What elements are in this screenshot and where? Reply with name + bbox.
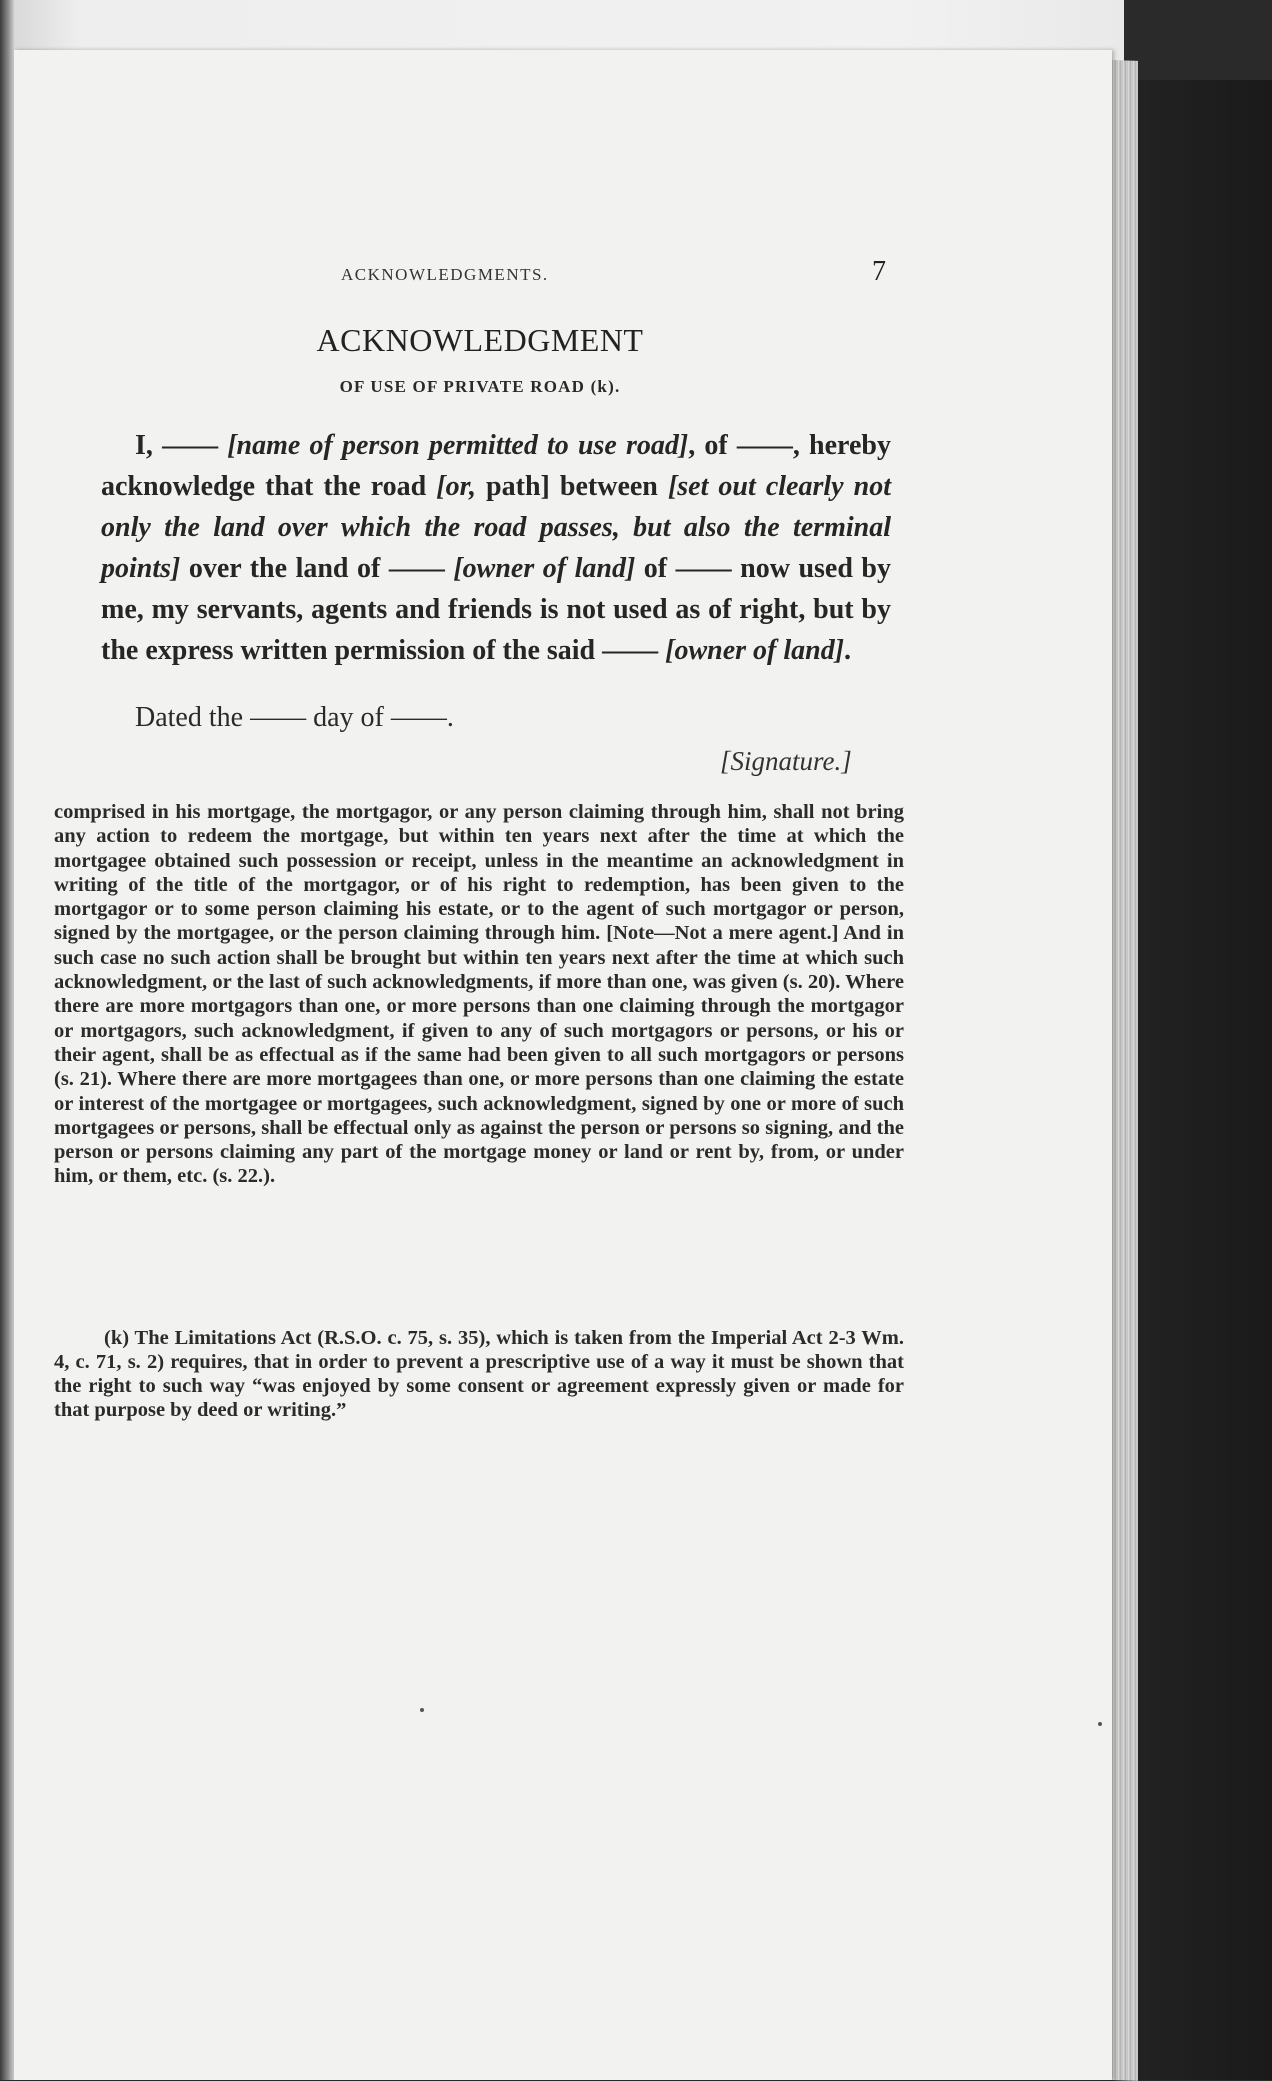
- form-body: [101, 425, 891, 671]
- text-run: path] between: [475, 471, 668, 502]
- italic-run: [name of person permitted to use road]: [227, 430, 689, 461]
- dated-line: Dated the —— day of ——.: [135, 702, 454, 733]
- italic-run: [owner of land]: [665, 635, 845, 666]
- italic-run: [or,: [436, 471, 476, 502]
- text-run: , of ——, hereby acknowledge that the road: [101, 430, 891, 502]
- text-run: I, ——: [135, 430, 228, 461]
- signature-placeholder: [Signature.]: [720, 746, 852, 776]
- scan-speck: [420, 1708, 424, 1712]
- text-run: .: [844, 635, 852, 666]
- page-number: 7: [872, 256, 886, 287]
- scan-right-background: [1138, 80, 1272, 2080]
- text-run: over the land of ——: [180, 553, 454, 584]
- book-page-edges: [1112, 60, 1138, 2081]
- footnote-continued: [54, 800, 904, 1189]
- footnote-text: comprised in his mortgage, the mortgagor, or any person claiming through him, shall not bring any action to redeem the mortgage, but within ten years next after the time at which the mortgagee obtained such possession or receipt, unless in the meantime an acknowledgment in writing of the title of the mortgagor, or of his right to redemption, has been given to the mortgagor or to some person claiming his estate, or to the agent of such mortgagor or person, signed by the mortgagee, or the person claiming through him. [Note—Not a mere agent.] And in such case no such action shall be brought but within ten years next after the time at which such acknowledgment, or the last of such acknowledgments, if more than one, was given (s. 20). Where there are more mortgagors than one, or more persons than one claiming through the mortgagor or mortgagors, such acknowledgment, if given to any of such mortgagors or persons, or his or their agent, shall be as effectual as if the same had been given to all such mortgagors or persons (s. 21). Where there are more mortgagees than one, or more persons than one claiming the estate or interest of the mortgagee or mortgagees, such acknowledgment, signed by one or more of such mortgagees or persons, shall be effectual only as against the person or persons so signing, and the person or persons claiming any part of the mortgage money or land or rent by, from, or under him, or them, etc. (s. 22.).: [54, 801, 904, 1188]
- italic-run: [set out clearly not only the land over which the road passes, but also the terminal points]: [101, 471, 891, 584]
- footnote-text: (k) The Limitations Act (R.S.O. c. 75, s. 35), which is taken from the Imperial Act 2-3 Wm. 4, c. 71, s. 2) requires, that in order to prevent a prescriptive use of a way it must be shown that the right to such way “was enjoyed by some consent or agreement expressly given or made for that purpose by deed or writing.”: [54, 1326, 904, 1422]
- form-title: ACKNOWLEDGMENT: [316, 322, 644, 358]
- text-run: of —— now used by me, my servants, agents and friends is not used as of right, but by the express written permission of the said ——: [101, 553, 891, 666]
- form-subtitle: OF USE OF PRIVATE ROAD (k).: [339, 377, 621, 396]
- footnote-k: [54, 1305, 904, 1443]
- italic-run: [owner of land]: [453, 553, 636, 584]
- form-paragraph: [101, 425, 891, 671]
- scan-speck: [1098, 1722, 1102, 1726]
- running-head: ACKNOWLEDGMENTS.: [341, 265, 549, 284]
- scan-left-edge: [0, 0, 14, 2080]
